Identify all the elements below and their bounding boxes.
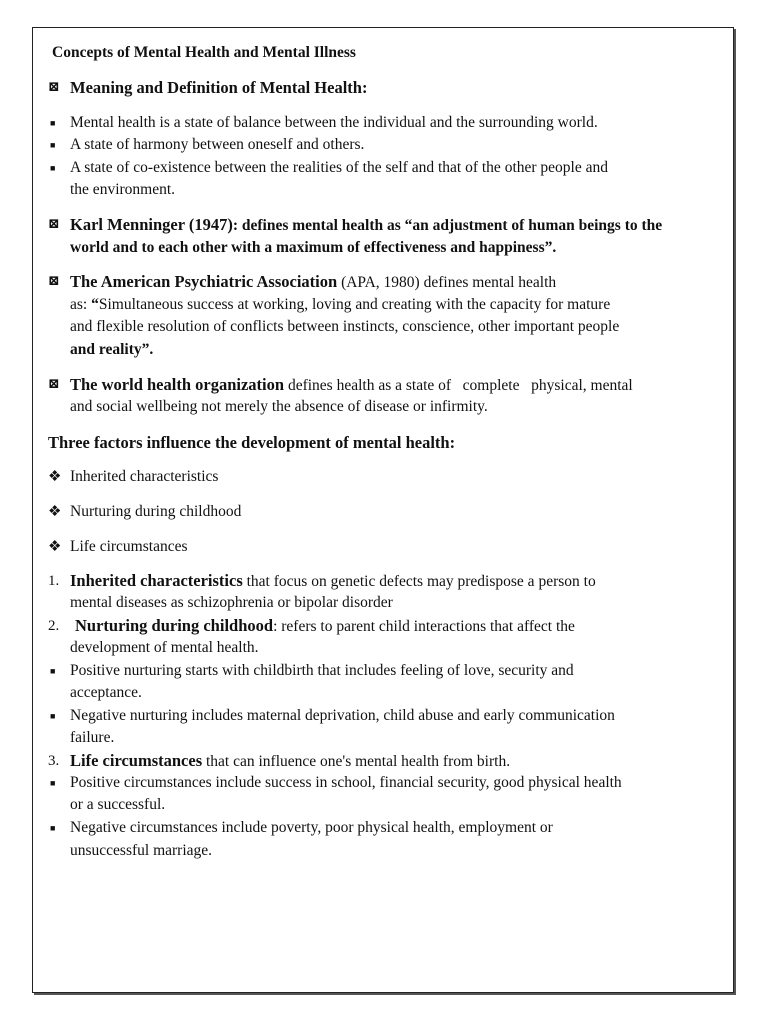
who-name: The world health organization xyxy=(70,375,285,394)
section-heading-meaning: Meaning and Definition of Mental Health: xyxy=(70,78,368,97)
list-number: 2. xyxy=(48,618,60,634)
checkbox-marker-icon: ⊠ xyxy=(48,217,60,232)
menninger-definition-line-2: world and to each other with a maximum of effectiveness and happiness”. xyxy=(70,239,557,256)
list-number: 1. xyxy=(48,573,60,589)
checkbox-marker-icon: ⊠ xyxy=(48,274,60,289)
checkbox-marker-icon: ⊠ xyxy=(48,377,60,392)
diamond-bullet-icon: ❖ xyxy=(48,539,62,555)
numbered-item-2-text: : refers to parent child interactions that affect the xyxy=(273,618,575,635)
factor-item: Inherited characteristics xyxy=(70,468,219,485)
who-definition-line-2: and social wellbeing not merely the absence of disease or infirmity. xyxy=(70,398,488,415)
list-item-continuation: failure. xyxy=(70,729,115,746)
list-item: Positive nurturing starts with childbirth that includes feeling of love, security and xyxy=(70,662,574,679)
who-definition-line xyxy=(70,374,633,397)
list-item: Positive circumstances include success in school, financial security, good physical health xyxy=(70,774,622,791)
apa-definition-line xyxy=(70,271,556,294)
list-item-continuation: or a successful. xyxy=(70,796,166,813)
list-item: Negative circumstances include poverty, poor physical health, employment or xyxy=(70,819,553,836)
square-bullet-icon: ■ xyxy=(50,118,56,128)
numbered-item-1 xyxy=(70,570,596,593)
square-bullet-icon: ■ xyxy=(50,823,56,833)
apa-as-label: as: xyxy=(70,296,92,313)
square-bullet-icon: ■ xyxy=(50,778,56,788)
apa-definition-line-2 xyxy=(70,294,610,316)
apa-quote-mark: “ xyxy=(91,296,99,313)
checkbox-marker-icon: ⊠ xyxy=(48,80,60,95)
numbered-item-1-line-2: mental diseases as schizophrenia or bipolar disorder xyxy=(70,594,393,611)
square-bullet-icon: ■ xyxy=(50,711,56,721)
square-bullet-icon: ■ xyxy=(50,666,56,676)
factor-item: Nurturing during childhood xyxy=(70,503,242,520)
numbered-item-2 xyxy=(75,615,575,638)
menninger-text: : defines mental health as “an adjustment of human beings to the xyxy=(232,217,663,234)
list-item: Negative nurturing includes maternal deprivation, child abuse and early communication xyxy=(70,707,615,724)
factors-heading: Three factors influence the development of mental health: xyxy=(48,433,456,452)
list-item-continuation: the environment. xyxy=(70,181,176,198)
list-number: 3. xyxy=(48,753,60,769)
square-bullet-icon: ■ xyxy=(50,163,56,173)
apa-name: The American Psychiatric Association xyxy=(70,272,338,291)
diamond-bullet-icon: ❖ xyxy=(48,469,62,485)
numbered-item-3-title: Life circumstances xyxy=(70,751,203,770)
menninger-definition-line xyxy=(70,214,662,237)
list-item: Mental health is a state of balance between the individual and the surrounding world. xyxy=(70,114,598,131)
diamond-bullet-icon: ❖ xyxy=(48,504,62,520)
list-item-continuation: unsuccessful marriage. xyxy=(70,842,213,859)
numbered-item-1-title: Inherited characteristics xyxy=(70,571,243,590)
apa-definition-line-3: and flexible resolution of conflicts between instincts, conscience, other important people xyxy=(70,318,620,335)
page-title: Concepts of Mental Health and Mental Illness xyxy=(52,44,356,61)
list-item: A state of harmony between oneself and others. xyxy=(70,136,365,153)
apa-text: (APA, 1980) defines mental health xyxy=(337,274,557,291)
numbered-item-2-title: Nurturing during childhood xyxy=(75,616,274,635)
list-item-continuation: acceptance. xyxy=(70,684,142,701)
numbered-item-2-line-2: development of mental health. xyxy=(70,639,259,656)
numbered-item-3-text: that can influence one's mental health from birth. xyxy=(202,753,511,770)
square-bullet-icon: ■ xyxy=(50,140,56,150)
numbered-item-1-text: that focus on genetic defects may predispose a person to xyxy=(242,573,596,590)
list-item: A state of co-existence between the realities of the self and that of the other people and xyxy=(70,159,608,176)
who-text: defines health as a state of complete physical, mental xyxy=(284,377,633,394)
numbered-item-3 xyxy=(70,750,510,773)
apa-definition-line-4: and reality”. xyxy=(70,341,154,358)
menninger-name: Karl Menninger (1947) xyxy=(70,215,233,234)
factor-item: Life circumstances xyxy=(70,538,188,555)
apa-quote-text: Simultaneous success at working, loving and creating with the capacity for mature xyxy=(98,296,611,313)
